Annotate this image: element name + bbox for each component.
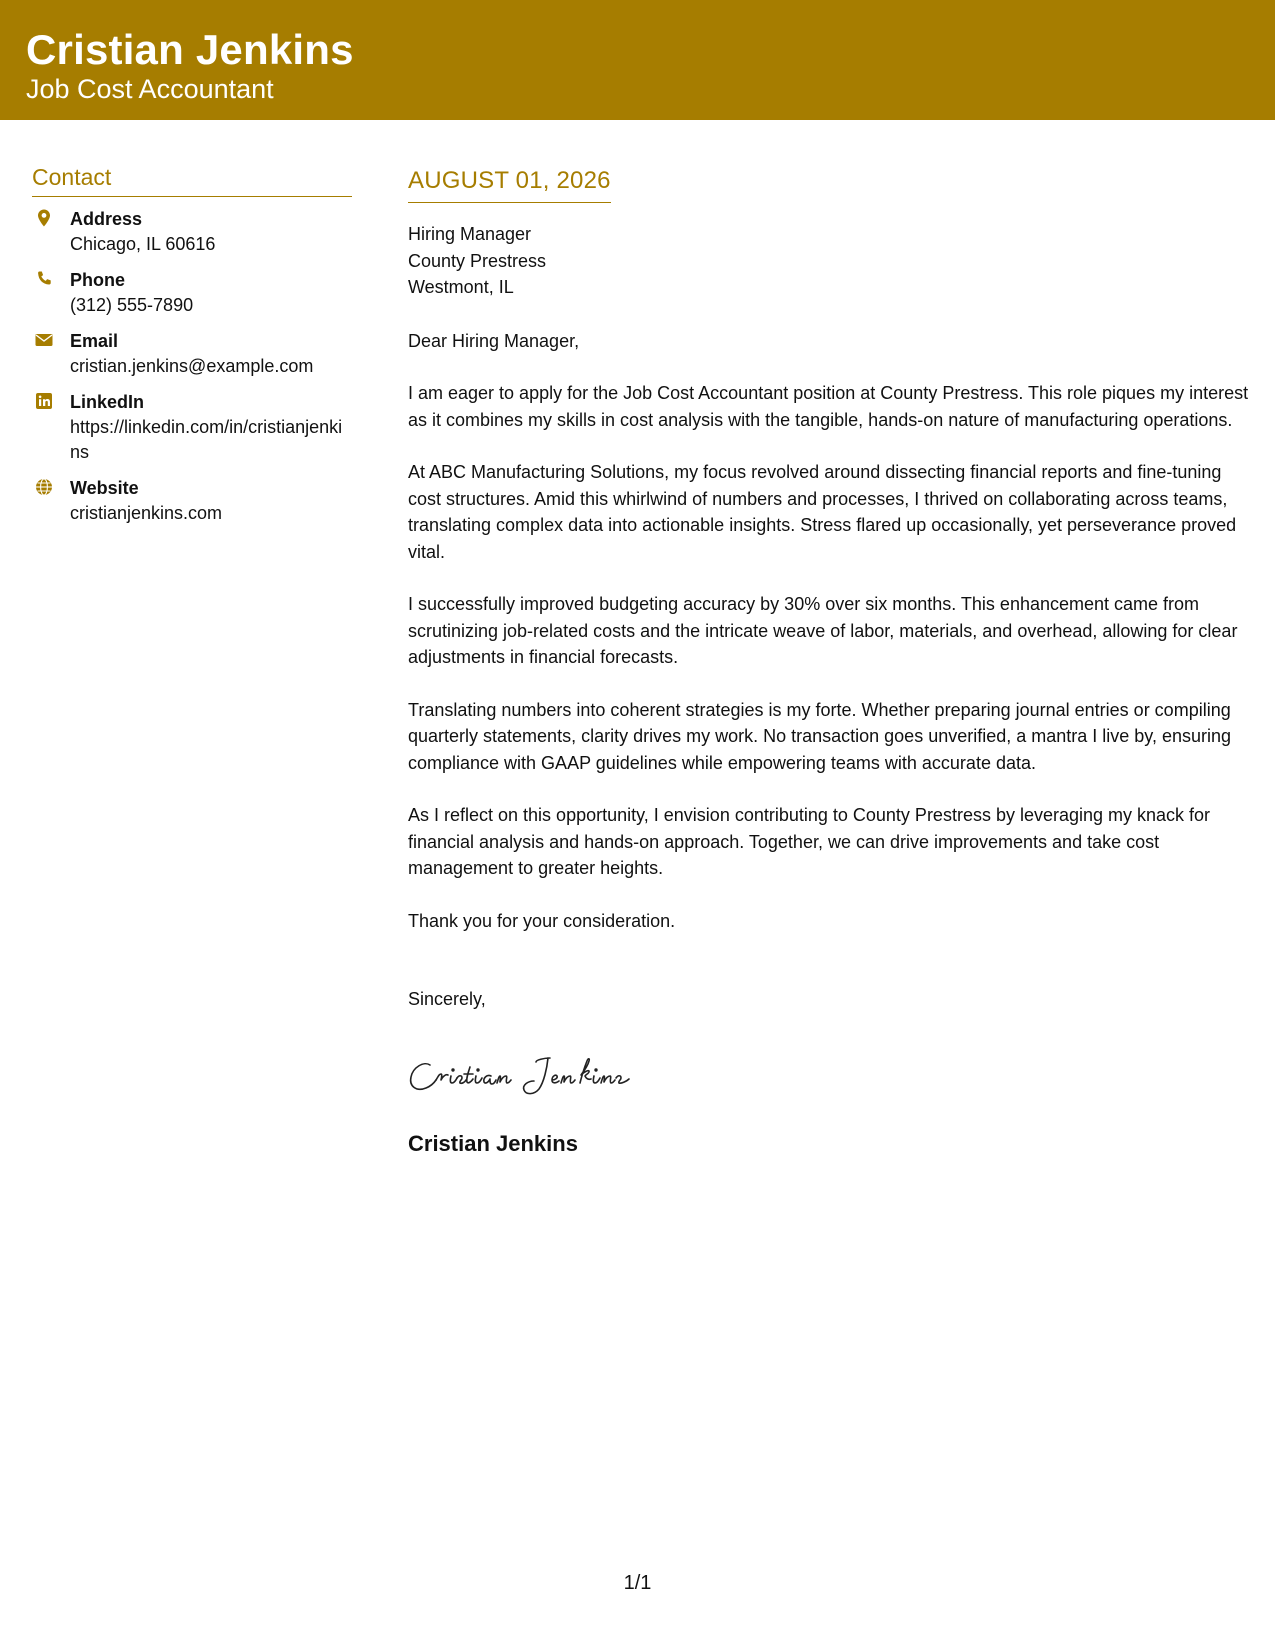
contact-item-website bbox=[32, 476, 352, 526]
letter-paragraph: Thank you for your consideration. bbox=[408, 910, 676, 931]
letter-paragraph: At ABC Manufacturing Solutions, my focus revolved around dissecting financial reports and fine-tuning cost structures. Amid this whirlwind of numbers and processes, I thrived on collaborating across teams, translating complex data into actionable insights. Stress flared up occasionally, yet perseverance proved vital. bbox=[408, 462, 1237, 562]
letter-paragraph: As I reflect on this opportunity, I envision contributing to County Prestress by leveraging my knack for financial analysis and hands-on approach. Together, we can drive improvements and take cost management to greater heights. bbox=[408, 805, 1211, 878]
contact-value: Chicago, IL 60616 bbox=[70, 234, 216, 254]
handwritten-signature bbox=[408, 1049, 1253, 1103]
linkedin-icon bbox=[34, 391, 54, 411]
contact-value[interactable]: cristianjenkins.com bbox=[70, 503, 223, 523]
candidate-name: Cristian Jenkins bbox=[26, 26, 354, 73]
letter-paragraph: I am eager to apply for the Job Cost Accountant position at County Prestress. This role piques my interest as it combines my skills in cost analysis with the tangible, hands-on nature of manufacturing operations. bbox=[408, 383, 1249, 430]
contact-item-linkedin bbox=[32, 390, 352, 465]
contact-value[interactable]: https://linkedin.com/in/cristianjenkins bbox=[70, 417, 343, 462]
contact-value: cristian.jenkins@example.com bbox=[70, 356, 314, 376]
letter-paragraph: I successfully improved budgeting accuracy by 30% over six months. This enhancement came from scrutinizing job-related costs and the intricate weave of labor, materials, and overhead, allowing for clear adjustments in financial forecasts. bbox=[408, 594, 1238, 667]
recipient-block bbox=[408, 221, 1253, 301]
contact-heading: Contact bbox=[32, 160, 352, 197]
phone-icon bbox=[34, 269, 54, 289]
contact-label: LinkedIn bbox=[70, 392, 145, 412]
recipient-line: County Prestress bbox=[408, 250, 547, 271]
contact-item-phone bbox=[32, 268, 352, 318]
contact-label: Phone bbox=[70, 270, 126, 290]
contact-label: Address bbox=[70, 209, 143, 229]
globe-icon bbox=[34, 477, 54, 497]
recipient-line: Westmont, IL bbox=[408, 277, 514, 297]
date-block bbox=[408, 164, 611, 203]
contact-item-address bbox=[32, 207, 352, 257]
map-pin-icon bbox=[34, 208, 54, 228]
header-banner bbox=[0, 0, 1275, 120]
signer-name: Cristian Jenkins bbox=[408, 1130, 578, 1156]
contact-label: Website bbox=[70, 478, 139, 498]
contact-item-email bbox=[32, 329, 352, 379]
contact-sidebar bbox=[32, 160, 352, 537]
salutation: Dear Hiring Manager, bbox=[408, 330, 580, 351]
letter-body bbox=[408, 164, 1253, 1159]
job-title: Job Cost Accountant bbox=[26, 74, 274, 104]
closing: Sincerely, bbox=[408, 989, 486, 1009]
envelope-icon bbox=[34, 330, 54, 350]
page-number: 1/1 bbox=[623, 1572, 652, 1594]
contact-value: (312) 555-7890 bbox=[70, 295, 194, 315]
letter-paragraph: Translating numbers into coherent strategies is my forte. Whether preparing journal entries or compiling quarterly statements, clarity drives my work. No transaction goes unverified, a mantra I live by, ensuring compliance with GAAP guidelines while empowering teams with accurate data. bbox=[408, 699, 1232, 773]
letter-date: AUGUST 01, 2026 bbox=[408, 167, 611, 194]
contact-label: Email bbox=[70, 331, 119, 351]
recipient-line: Hiring Manager bbox=[408, 224, 532, 244]
